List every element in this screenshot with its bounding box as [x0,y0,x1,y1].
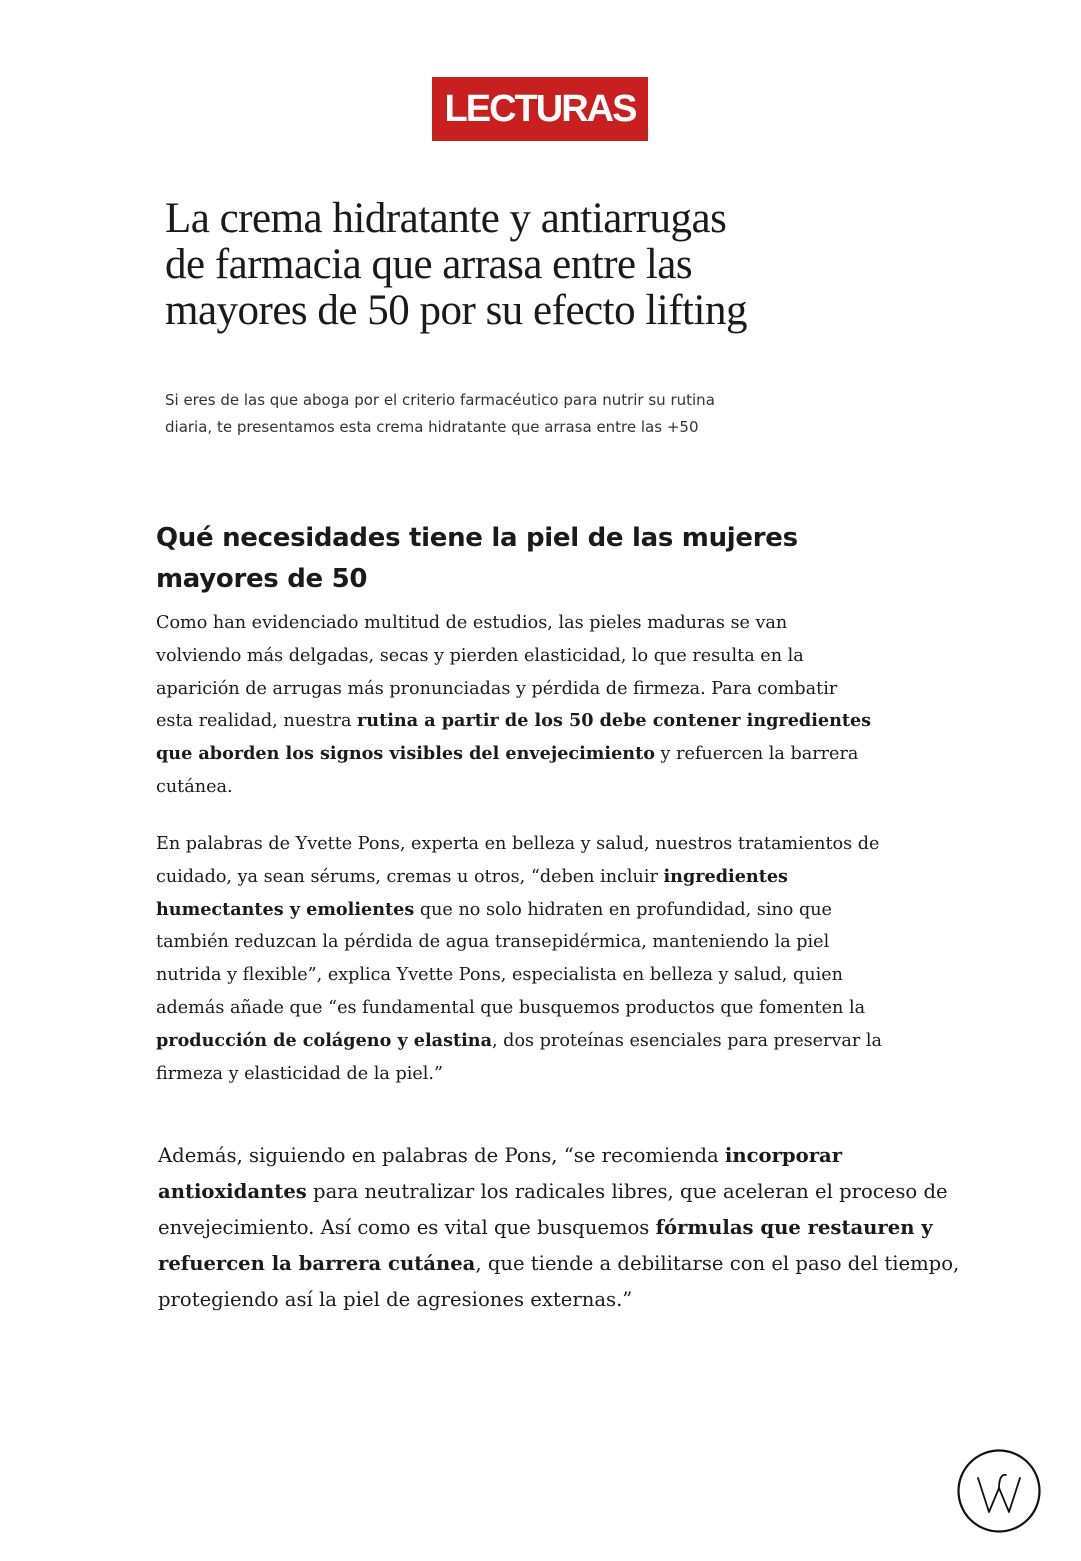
text-span: Como han evidenciado multitud de estudios, las pieles maduras se van volviendo más delgadas, secas y pierden elasticidad, lo que resulta en la aparición de arrugas más pronunciadas y pérdida de firmeza. Para combatir esta realidad, nuestra [156,613,838,732]
bold-text: producción de colágeno y elastina [156,1029,492,1051]
text-span: para neutralizar los radicales libres, que aceleran el proceso de envejecimiento. Así como es vital que busquemos [158,1180,948,1239]
section-heading: Qué necesidades tiene la piel de las mujeres mayores de 50 [156,523,798,594]
paragraph-3 [158,1138,973,1318]
article-subtitle: Si eres de las que aboga por el criterio farmacéutico para nutrir su rutina diaria, te presentamos esta crema hidratante que arrasa entre las +50 [165,391,715,436]
bold-text: ingredientes humectantes y emolientes [156,865,788,920]
text-span: que no solo hidraten en profundidad, sino que también reduzcan la pérdida de agua transepidérmica, manteniendo la piel nutrida y flexible”, explica Yvette Pons, especialista en belleza y salud, quien además añade que “es fundamental que busquemos productos que fomenten la [156,899,866,1018]
article-headline: La crema hidratante y antiarrugas de farmacia que arrasa entre las mayores de 50 por su efecto lifting [165,195,747,334]
w-circle-logo-icon[interactable] [956,1448,1042,1534]
bold-text: fórmulas que restauren y refuercen la barrera cutánea [158,1216,933,1275]
text-span: Además, siguiendo en palabras de Pons, “se recomienda [158,1144,725,1167]
text-span: En palabras de Yvette Pons, experta en belleza y salud, nuestros tratamientos de cuidado, ya sean sérums, cremas u otros, “deben incluir [156,834,880,887]
lecturas-logo[interactable] [432,77,648,141]
text-span: , que tiende a debilitarse con el paso del tiempo, protegiendo así la piel de agresiones externas.” [158,1252,960,1311]
bold-text: rutina a partir de los 50 debe contener ingredientes que aborden los signos visibles del envejecimiento [156,710,872,765]
text-span: , dos proteínas esenciales para preservar la firmeza y elasticidad de la piel.” [156,1030,883,1084]
paragraph-1 [156,607,876,804]
logo-text: LECTURAS [444,88,636,130]
paragraph-2 [156,828,891,1090]
bold-text: incorporar antioxidantes [158,1144,843,1203]
text-span: y refuercen la barrera cutánea. [156,744,859,797]
